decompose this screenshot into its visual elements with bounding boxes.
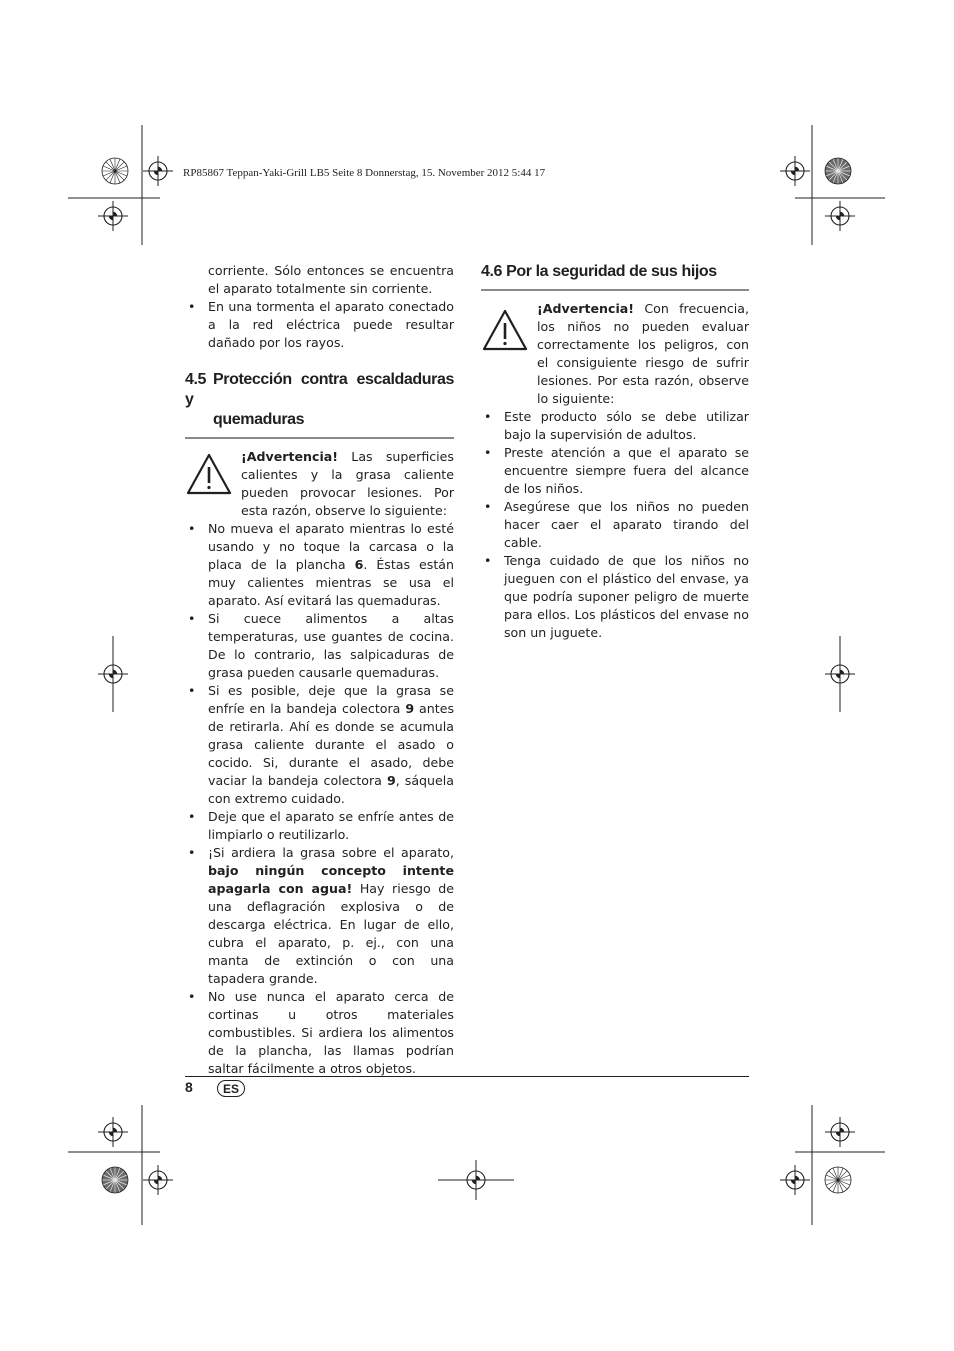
- list-item: • Si cuece alimentos a altas temperaturas, use guantes de cocina. De lo contrario, las salpicaduras de grasa pueden causarle quemaduras.: [185, 610, 454, 682]
- section-title-4-5: 4.5 Protección contra escaldaduras y quemaduras: [185, 371, 454, 428]
- list-item: • Preste atención a que el aparato se encuentre siempre fuera del alcance de los niños.: [481, 444, 749, 498]
- list-item: • No use nunca el aparato cerca de cortinas u otros materiales combustibles. Si ardiera los alimentos de la plancha, las llamas podrían saltar fácilmente a otros objetos.: [185, 988, 454, 1078]
- right-column: [481, 262, 749, 642]
- print-header: RP85867 Teppan-Yaki-Grill LB5 Seite 8 Donnerstag, 15. November 2012 5:44 17: [183, 167, 546, 179]
- continuation-text: corriente. Sólo entonces se encuentra el aparato totalmente sin corriente.: [208, 263, 454, 296]
- bullet-list-4-5: [185, 520, 454, 1078]
- list-item: • Si es posible, deje que la grasa se enfríe en la bandeja colectora 9 antes de retirarla. Ahí es donde se acumula grasa caliente durante el asado o cocido. Si, durante el asado, debe vaciar la bandeja colectora 9, sáquela con extremo cuidado.: [185, 682, 454, 808]
- footer-rule: [185, 1076, 749, 1077]
- warning-box: [481, 300, 749, 408]
- warning-label: ¡Advertencia!: [241, 449, 339, 464]
- warning-text: ¡Advertencia! Las superficies calientes y la grasa caliente pueden provocar lesiones. Por esta razón, observe lo siguiente:: [241, 449, 454, 518]
- page-number: 8: [185, 1079, 193, 1095]
- list-item: • Este producto sólo se debe utilizar bajo la supervisión de adultos.: [481, 408, 749, 444]
- list-item: • ¡Si ardiera la grasa sobre el aparato, bajo ningún concepto intente apagarla con agua! Hay riesgo de una deflagración explosiva o de descarga eléctrica. En lugar de ello, cubra el aparato, p. ej., con una manta de extinción o con una tapadera grande.: [185, 844, 454, 988]
- warning-text: ¡Advertencia! Con frecuencia, los niños no pueden evaluar correctamente los peligros, con el consiguiente riesgo de sufrir lesiones. Por esta razón, observe lo siguiente:: [537, 301, 749, 406]
- list-item: • Deje que el aparato se enfríe antes de limpiarlo o reutilizarlo.: [185, 808, 454, 844]
- warning-box: [185, 448, 454, 520]
- warning-label: ¡Advertencia!: [537, 301, 635, 316]
- left-column: [185, 262, 454, 1078]
- list-item: • Tenga cuidado de que los niños no jueguen con el plástico del envase, ya que podría suponer peligro de muerte para ellos. Los plásticos del envase no son un juguete.: [481, 552, 749, 642]
- list-item: • En una tormenta el aparato conectado a la red eléctrica puede resultar dañado por los rayos.: [185, 298, 454, 352]
- section-title-4-6: 4.6 Por la seguridad de sus hijos: [481, 263, 717, 280]
- bullet-list-4-6: [481, 408, 749, 642]
- warning-triangle-icon: [185, 448, 241, 501]
- bullet-list-top: [185, 298, 454, 352]
- warning-triangle-icon: [481, 300, 537, 357]
- list-item: • Asegúrese que los niños no pueden hacer caer el aparato tirando del cable.: [481, 498, 749, 552]
- list-item: • No mueva el aparato mientras lo esté usando y no toque la carcasa o la placa de la plancha 6. Éstas están muy calientes mientras se usa el aparato. Así evitará las quemaduras.: [185, 520, 454, 610]
- language-badge: ES: [217, 1080, 245, 1097]
